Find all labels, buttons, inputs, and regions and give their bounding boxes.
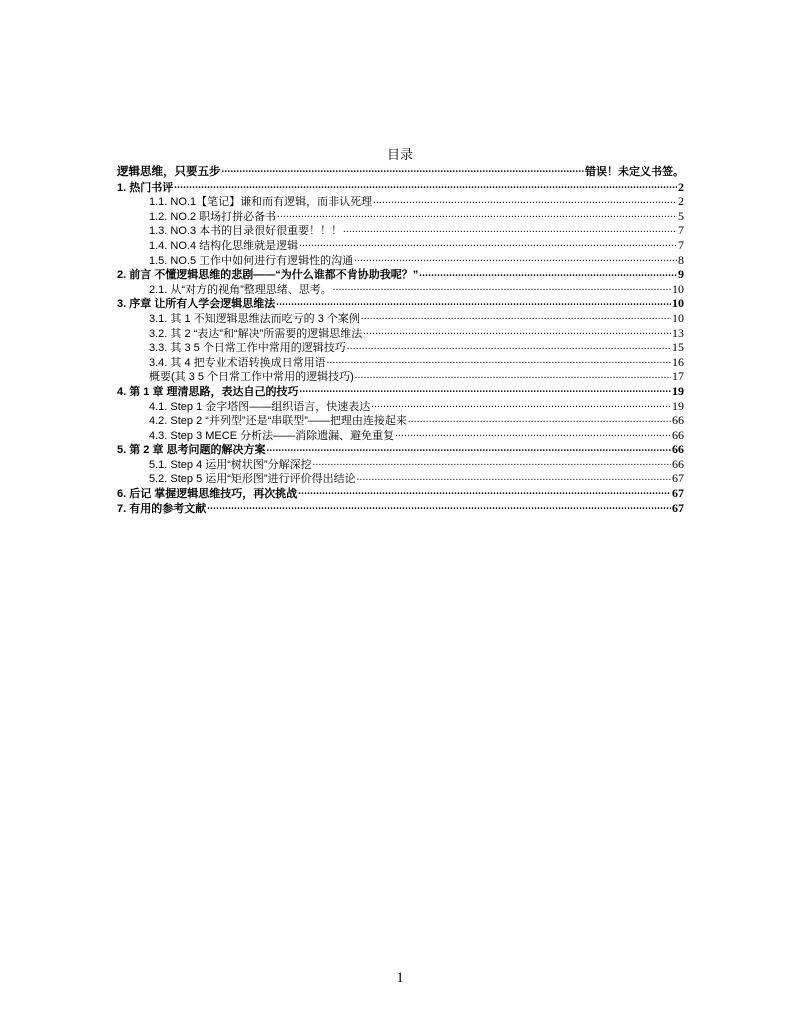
toc-entry-text: 1.1. NO.1【笔记】谦和而有逻辑，而非认死理 [149,196,373,209]
toc-leader-dots [174,181,677,191]
toc-entry-page: 10 [672,310,684,325]
toc-entry-text: 1.5. NO.5 工作中如何进行有逻辑性的沟通 [149,254,354,267]
toc-entry-text: 1. 热门书评 [117,181,174,194]
toc-entry-text: 4.2. Step 2 “并列型”还是“串联型”——把理由连接起来 [149,415,407,428]
toc-leader-dots [347,341,671,351]
toc-entry[interactable] [117,471,684,486]
toc-entry-text: 4. 第 1 章 理清思路，表达自己的技巧 [117,385,299,398]
toc-entry[interactable] [117,282,684,297]
toc-entry-page: 5 [678,208,684,223]
toc-entry-text: 1.4. NO.4 结构化思维就是逻辑 [149,239,299,252]
toc-leader-dots [408,414,671,424]
toc-entry[interactable] [117,457,684,472]
toc-leader-dots [419,268,677,278]
toc-leader-dots [298,487,671,497]
toc-entry-page: 2 [678,179,684,194]
toc-entry-text: 5. 第 2 章 思考问题的解决方案 [117,444,266,457]
toc-entry[interactable] [117,413,684,428]
toc-entry-page: 错误！未定义书签。 [585,165,684,178]
toc-entry-text: 3.4. 其 4 把专业术语转换成日常用语 [149,356,326,369]
toc-entry[interactable] [117,165,684,180]
toc-entry[interactable] [117,326,684,341]
toc-title: 目录 [386,148,413,163]
toc-entry-text: 2.1. 从“对方的视角”整理思绪、思考。 [149,283,332,296]
toc-entry-page: 7 [678,223,684,238]
toc-entry[interactable] [117,501,684,516]
toc-entry-page: 2 [678,194,684,209]
toc-entry-page: 66 [672,413,684,428]
toc-entry-text: 7. 有用的参考文献 [117,502,207,515]
toc-leader-dots [373,195,677,205]
toc-entry[interactable] [117,399,684,414]
toc-leader-dots [363,327,671,337]
toc-entry[interactable] [117,486,684,501]
toc-leader-dots [313,458,671,468]
toc-entry[interactable] [117,340,684,355]
toc-entry-page: 15 [672,340,684,355]
toc-entry-text: 2. 前言 不懂逻辑思维的悲剧——“为什么谁都不肯协助我呢？” [117,269,419,282]
toc-entry-page: 13 [672,325,684,340]
toc-entry-text: 3.1. 其 1 不知逻辑思维法而吃亏的 3 个案例 [149,312,360,325]
toc-leader-dots [357,472,671,482]
toc-entry[interactable] [117,194,684,209]
toc-leader-dots [355,370,671,380]
toc-entry-text: 概要(其 3 5 个日常工作中常用的逻辑技巧) [149,371,354,384]
toc-entry-page: 17 [672,369,684,384]
toc-entry[interactable] [117,355,684,370]
toc-leader-dots [327,356,671,366]
toc-entry-page: 8 [678,252,684,267]
toc-entry[interactable] [117,296,684,311]
toc-entry-page: 66 [672,456,684,471]
toc-entry[interactable] [117,369,684,384]
toc-entry-text: 5.1. Step 4 运用“树状图”分解深挖 [149,458,312,471]
toc-entry-page: 19 [672,398,684,413]
toc-entry-text: 逻辑思维，只要五步 [117,166,221,178]
toc-entry-text: 4.3. Step 3 MECE 分析法——消除遗漏、避免重复 [149,429,395,442]
toc-entry-text: 1.2. NO.2 职场打拼必备书 [149,210,277,223]
toc-entry-page: 19 [672,383,684,398]
toc-leader-dots [222,165,585,175]
toc-leader-dots [277,210,677,220]
page-number: 1 [396,970,404,986]
toc-entry[interactable] [117,384,684,399]
table-of-contents [117,165,684,515]
toc-entry[interactable] [117,311,684,326]
toc-entry[interactable] [117,428,684,443]
toc-entry[interactable] [117,223,684,238]
toc-entry[interactable] [117,267,684,282]
toc-entry-page: 66 [672,427,684,442]
toc-entry[interactable] [117,253,684,268]
toc-entry-text: 3.2. 其 2 “表达”和“解决”所需要的逻辑思维法 [149,327,363,340]
toc-entry-text: 4.1. Step 1 金字塔图——组织语言，快速表达 [149,400,371,413]
toc-leader-dots [300,385,671,395]
toc-leader-dots [371,400,671,410]
toc-leader-dots [354,254,677,264]
toc-entry-text: 6. 后记 掌握逻辑思维技巧，再次挑战 [117,488,298,501]
toc-leader-dots [299,239,677,249]
toc-entry-text: 3. 序章 让所有人学会逻辑思维法 [117,298,276,311]
toc-leader-dots [267,443,671,453]
toc-leader-dots [333,283,671,293]
toc-leader-dots [361,312,671,322]
toc-entry-text: 1.3. NO.3 本书的目录很好很重要！！！ [149,225,343,238]
toc-leader-dots [207,502,671,512]
toc-entry-page: 67 [672,500,684,515]
toc-entry[interactable] [117,238,684,253]
toc-entry[interactable] [117,442,684,457]
toc-entry-page: 16 [672,354,684,369]
toc-leader-dots [276,297,671,307]
toc-entry-page: 66 [672,442,684,457]
toc-entry-page: 10 [672,281,684,296]
toc-entry[interactable] [117,180,684,195]
toc-entry[interactable] [117,209,684,224]
toc-entry-page: 9 [678,267,684,282]
toc-entry-page: 67 [672,471,684,486]
toc-entry-text: 3.3. 其 3 5 个日常工作中常用的逻辑技巧 [149,342,346,355]
toc-leader-dots [343,224,677,234]
toc-entry-page: 7 [678,237,684,252]
toc-entry-page: 67 [672,486,684,501]
toc-entry-text: 5.2. Step 5 运用“矩形图”进行评价得出结论 [149,473,356,486]
toc-leader-dots [395,429,671,439]
toc-entry-page: 10 [672,296,684,311]
